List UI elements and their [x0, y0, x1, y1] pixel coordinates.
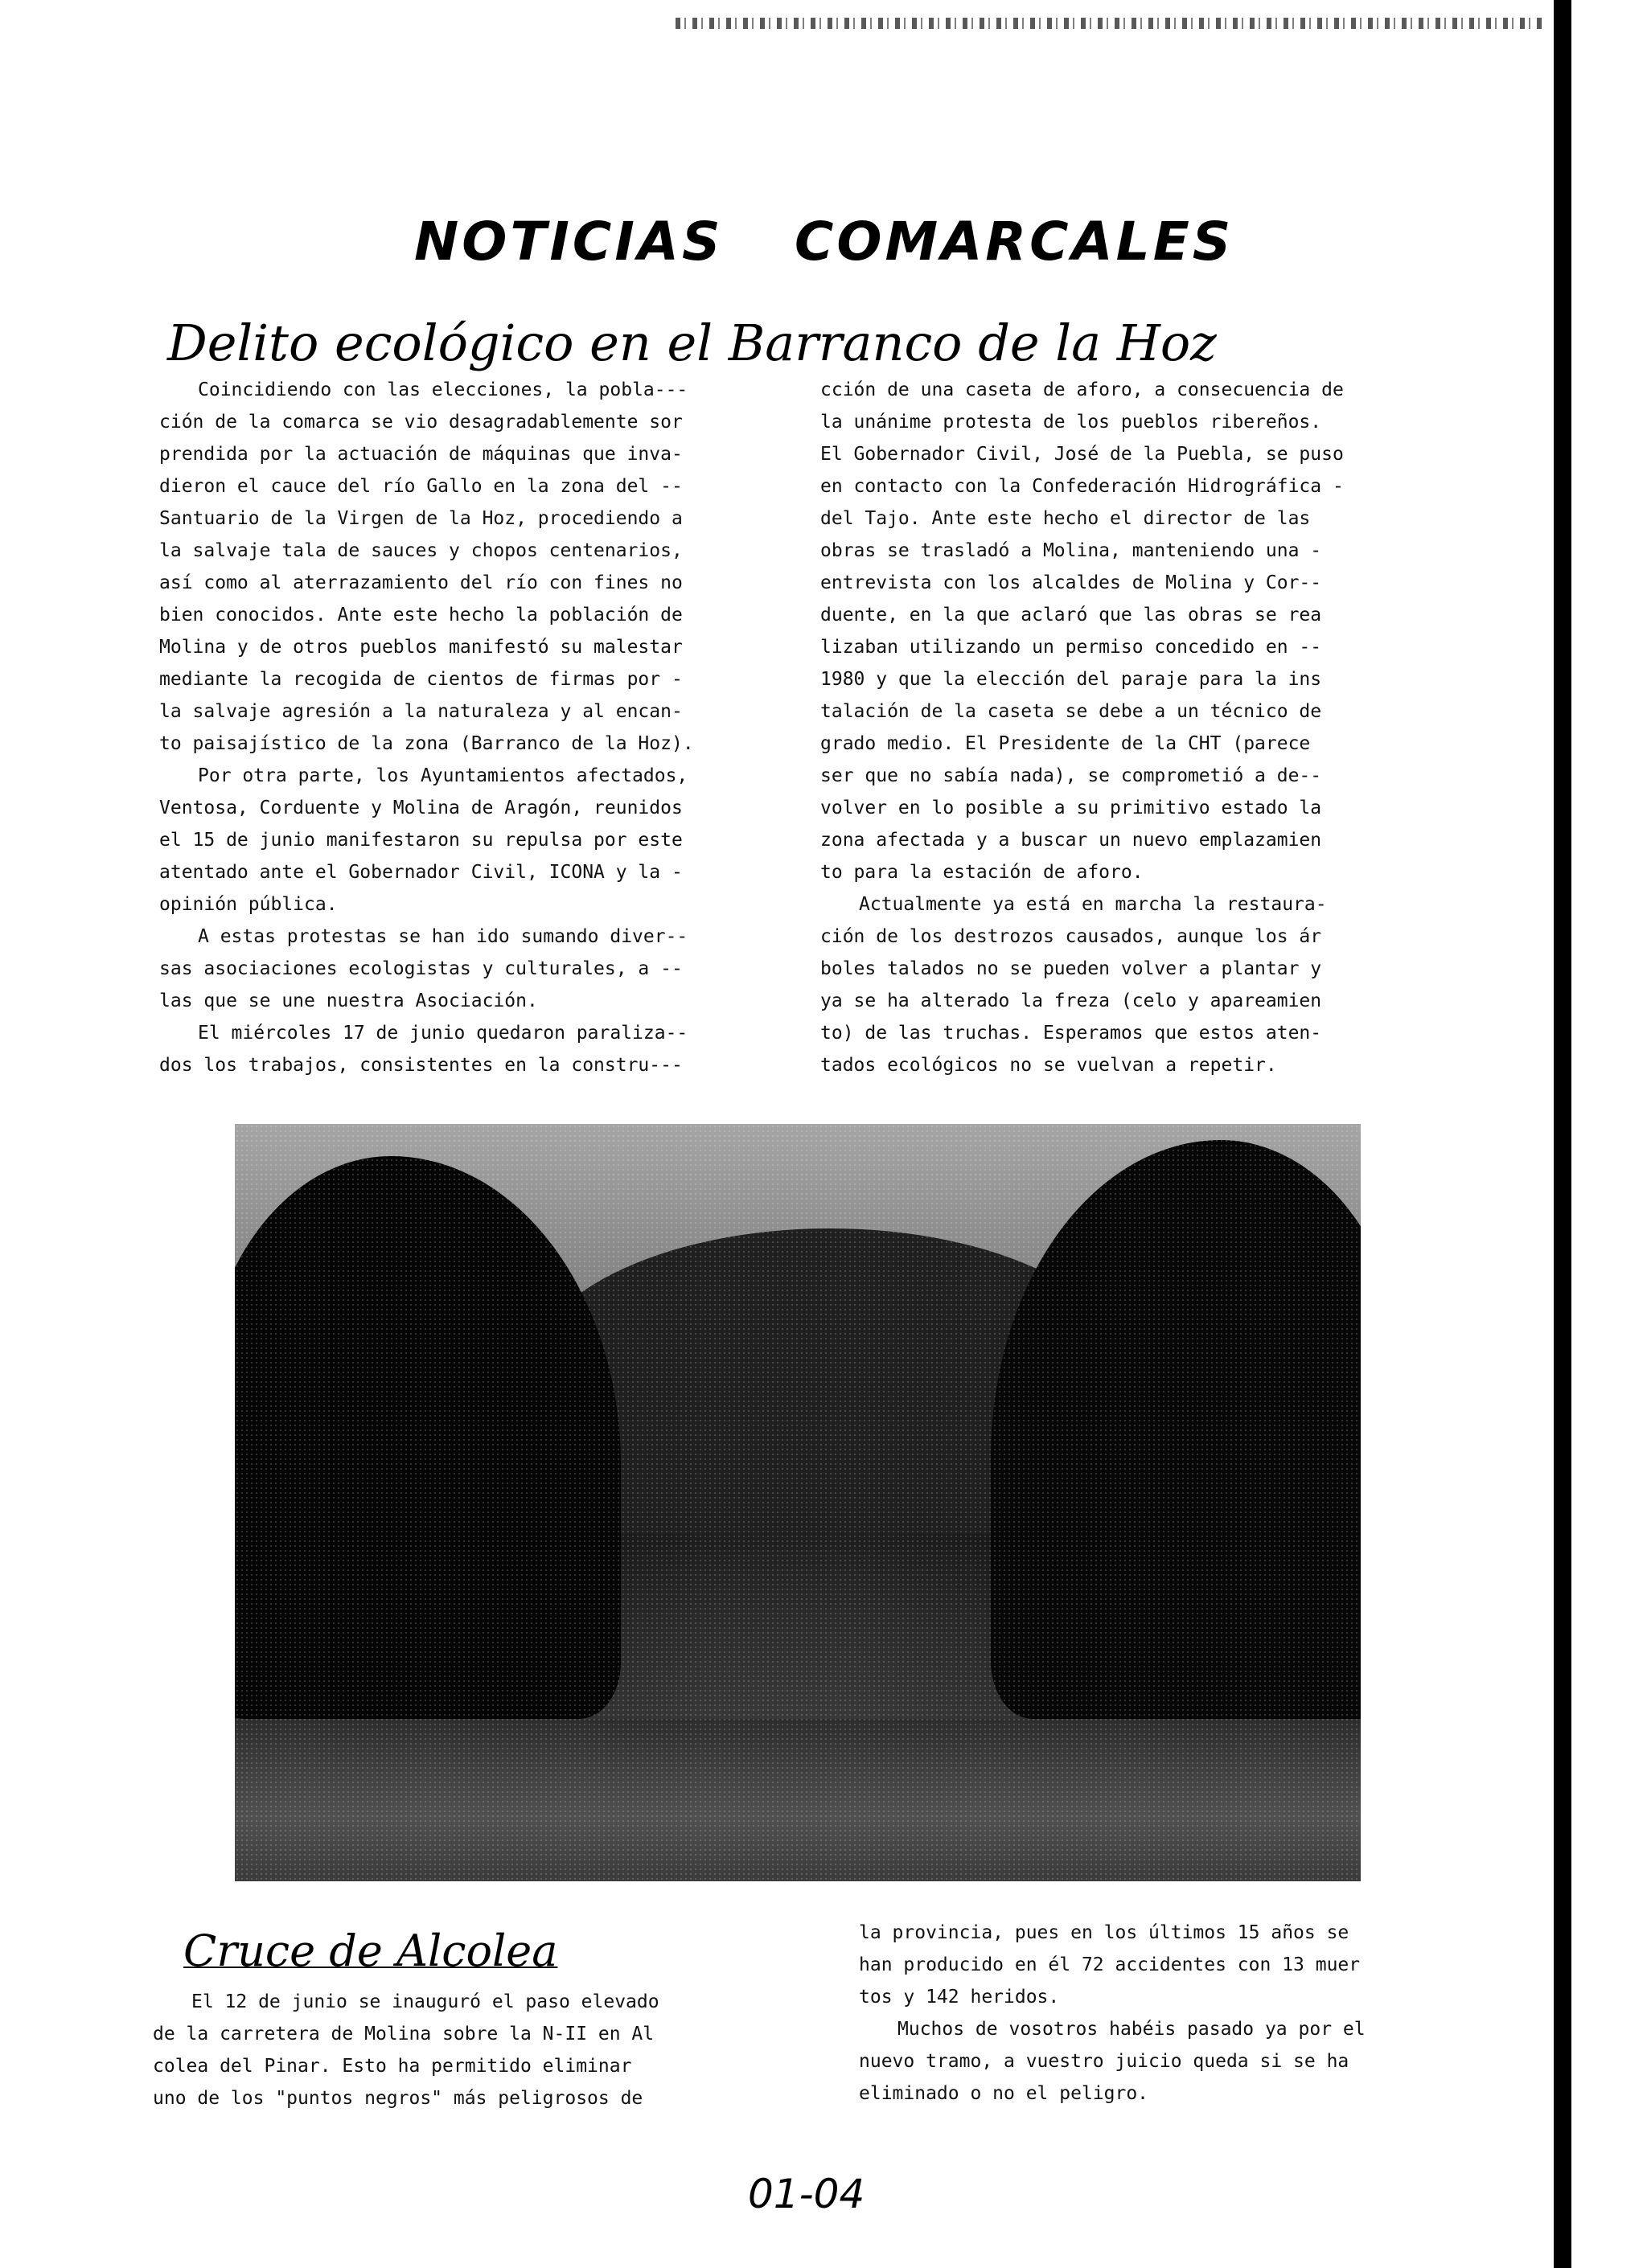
text-line: to paisajístico de la zona (Barranco de la Hoz).: [159, 733, 694, 754]
text-line: eliminado o no el peligro.: [859, 2083, 1149, 2104]
text-line: talación de la caseta se debe a un técnico de: [820, 701, 1322, 722]
text-line: El miércoles 17 de junio quedaron paraliza--: [198, 1023, 688, 1044]
text-line: nuevo tramo, a vuestro juicio queda si se ha: [859, 2051, 1349, 2072]
text-line: la unánime protesta de los pueblos ribereños.: [820, 412, 1322, 433]
text-line: uno de los "puntos negros" más peligrosos de: [153, 2088, 643, 2109]
text-line: boles talados no se pueden volver a plantar y: [820, 958, 1322, 979]
scan-edge-border: [1554, 0, 1571, 2268]
text-line: atentado ante el Gobernador Civil, ICONA y la -: [159, 862, 683, 883]
text-line: han producido en él 72 accidentes con 13 muer: [859, 1954, 1361, 1975]
article-title-delito-ecologico: Delito ecológico en el Barranco de la Hoz: [167, 314, 1217, 372]
text-line: obras se trasladó a Molina, manteniendo una -: [820, 540, 1322, 561]
text-line: ser que no sabía nada), se comprometió a de--: [820, 765, 1322, 786]
text-line: la salvaje tala de sauces y chopos centenarios,: [159, 540, 683, 561]
text-line: grado medio. El Presidente de la CHT (parece: [820, 733, 1311, 754]
text-line: Coincidiendo con las elecciones, la pobla---: [198, 379, 688, 400]
text-line: la salvaje agresión a la naturaleza y al encan-: [159, 701, 683, 722]
text-line: to) de las truchas. Esperamos que estos aten-: [820, 1023, 1322, 1044]
text-line: Muchos de vosotros habéis pasado ya por el: [897, 2019, 1366, 2040]
text-line: dos los trabajos, consistentes en la constru---: [159, 1055, 683, 1076]
section-heading-comarcales: COMARCALES: [795, 211, 1234, 273]
section-heading-noticias: NOTICIAS: [414, 211, 724, 273]
text-line: to para la estación de aforo.: [820, 862, 1144, 883]
text-line: las que se une nuestra Asociación.: [159, 990, 538, 1011]
text-line: de la carretera de Molina sobre la N-II en Al: [153, 2024, 655, 2044]
text-line: Santuario de la Virgen de la Hoz, procediendo a: [159, 508, 683, 529]
text-line: 1980 y que la elección del paraje para la ins: [820, 669, 1322, 690]
text-line: duente, en la que aclaró que las obras se rea: [820, 605, 1322, 625]
text-line: A estas protestas se han ido sumando diver--: [198, 926, 688, 947]
text-line: Actualmente ya está en marcha la restaura-: [859, 894, 1327, 915]
river-landscape-photo: [235, 1124, 1361, 1881]
article1-column-left: [159, 374, 778, 1081]
text-line: ya se ha alterado la freza (celo y apareamien: [820, 990, 1322, 1011]
text-line: en contacto con la Confederación Hidrográfica -: [820, 476, 1344, 497]
text-line: entrevista con los alcaldes de Molina y Cor--: [820, 572, 1322, 593]
article2-column-right: [859, 1917, 1438, 2110]
page-number: 01-04: [748, 2171, 865, 2217]
text-line: así como al aterrazamiento del río con fines no: [159, 572, 683, 593]
text-line: volver en lo posible a su primitivo estado la: [820, 798, 1322, 818]
article2-column-left: [153, 1986, 732, 2114]
scan-noise-strip: [676, 18, 1544, 29]
text-line: El 12 de junio se inauguró el paso elevado: [191, 1991, 659, 2012]
text-line: tados ecológicos no se vuelvan a repetir.: [820, 1055, 1277, 1076]
text-line: Por otra parte, los Ayuntamientos afectados,: [198, 765, 688, 786]
text-line: El Gobernador Civil, José de la Puebla, se puso: [820, 444, 1344, 465]
photo-halftone-texture: [235, 1124, 1361, 1881]
text-line: mediante la recogida de cientos de firmas por -: [159, 669, 683, 690]
text-line: tos y 142 heridos.: [859, 1987, 1060, 2008]
text-line: Molina y de otros pueblos manifestó su malestar: [159, 637, 683, 658]
text-line: Ventosa, Corduente y Molina de Aragón, reunidos: [159, 798, 683, 818]
text-line: del Tajo. Ante este hecho el director de las: [820, 508, 1311, 529]
article-title-cruce-alcolea: Cruce de Alcolea: [183, 1926, 558, 1976]
article1-column-right: [820, 374, 1440, 1081]
text-line: zona afectada y a buscar un nuevo emplazamien: [820, 830, 1322, 851]
text-line: colea del Pinar. Esto ha permitido eliminar: [153, 2056, 632, 2077]
text-line: cción de una caseta de aforo, a consecuencia de: [820, 379, 1344, 400]
text-line: bien conocidos. Ante este hecho la población de: [159, 605, 683, 625]
text-line: opinión pública.: [159, 894, 338, 915]
text-line: lizaban utilizando un permiso concedido en --: [820, 637, 1322, 658]
text-line: ción de la comarca se vio desagradablemente sor: [159, 412, 683, 433]
text-line: ción de los destrozos causados, aunque los ár: [820, 926, 1322, 947]
text-line: sas asociaciones ecologistas y culturales, a --: [159, 958, 683, 979]
text-line: el 15 de junio manifestaron su repulsa por este: [159, 830, 683, 851]
text-line: dieron el cauce del río Gallo en la zona del --: [159, 476, 683, 497]
text-line: prendida por la actuación de máquinas que inva-: [159, 444, 683, 465]
text-line: la provincia, pues en los últimos 15 años se: [859, 1922, 1349, 1943]
